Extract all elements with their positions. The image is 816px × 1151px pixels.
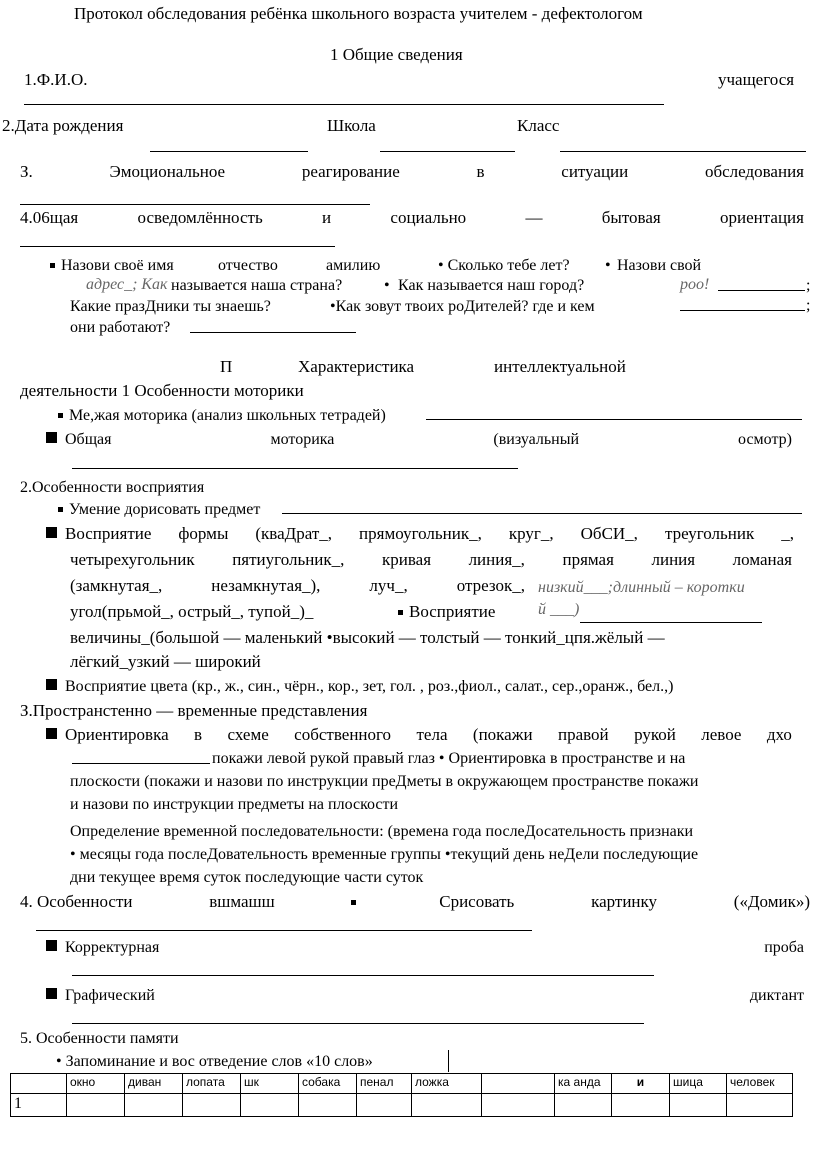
space-line-3: плоскости (покажи и назови по инструкции преДметы в окружающем пространстве покажи (70, 773, 699, 790)
question-parents: •Как зовут твоих роДителей? где и кем (330, 298, 595, 315)
bullet-icon (58, 413, 63, 418)
table-row (11, 1094, 793, 1117)
answer-cell[interactable] (670, 1094, 727, 1117)
bullet-icon (50, 263, 55, 268)
section2-heading-line2: деятельности 1 Особенности моторики (20, 381, 304, 400)
form-line-2: четырехугольник пятиугольник_, кривая линия_, прямая линия ломаная (70, 550, 792, 569)
bullet-icon (46, 527, 57, 538)
word-cell: шк (241, 1074, 299, 1094)
color-perception-item: Восприятие цвета (кр., ж., син., чёрн., кор., зет, гол. , роз.,фиол., салат., сер.,оранж., бел.,) (46, 677, 673, 697)
question-work: они работают? (70, 319, 171, 336)
question-address-bullet: • (605, 257, 611, 274)
answer-cell[interactable] (555, 1094, 612, 1117)
semicolon-2: ; (806, 297, 811, 314)
form-line-3: (замкнутая_, незамкнутая_), луч_, отрезок_, (70, 576, 525, 595)
word-cell: человек (727, 1074, 793, 1094)
memory-title: 5. Особенности памяти (20, 1030, 179, 1047)
drawing-fill-line[interactable] (36, 930, 532, 931)
form-line-4: угол(прьмой_, острый_, тупой_)_ (70, 602, 314, 621)
proof-fill-line[interactable] (72, 975, 654, 976)
dictation-fill-line[interactable] (72, 1023, 644, 1024)
answer-cell[interactable] (357, 1094, 412, 1117)
question-city-bullet: • (384, 277, 390, 294)
semicolon-1: ; (806, 277, 811, 294)
work-fill-line[interactable] (190, 332, 356, 333)
bullet-icon (398, 610, 403, 615)
gross-motor-fill-line[interactable] (72, 468, 518, 469)
answer-cell[interactable] (299, 1094, 357, 1117)
document-title: Протокол обследования ребёнка школьного возраста учителем - дефектологом (74, 4, 643, 23)
answer-cell[interactable] (612, 1094, 670, 1117)
bullet-icon (46, 940, 57, 951)
answer-cell[interactable] (727, 1094, 793, 1117)
gross-motor-item: Общая моторика (визуальный осмотр) (46, 430, 792, 450)
awareness-fill-line[interactable] (20, 246, 335, 247)
faded-size-text-2: й ___) (538, 601, 580, 618)
fine-motor-fill-line[interactable] (426, 419, 802, 420)
space-fill-line[interactable] (72, 763, 210, 764)
class-label: Класс (517, 116, 560, 135)
table-cell-empty (11, 1074, 67, 1094)
section2-heading-word1: Характеристика (298, 357, 415, 376)
parents-fill-line[interactable] (680, 310, 805, 311)
section2-roman: П (220, 357, 233, 376)
question-age: • Сколько тебе лет? (438, 257, 570, 274)
student-label: учащегося (718, 70, 795, 89)
word-cell: шица (670, 1074, 727, 1094)
space-line-4: и назови по инструкции предметы на плоскости (70, 796, 399, 813)
section2-heading-word2: интеллектуальной (494, 357, 626, 376)
question-surname: амилию (326, 257, 381, 274)
word-cell: ложка (412, 1074, 482, 1094)
bullet-icon (351, 900, 356, 905)
fine-motor-item: Ме,жая моторика (анализ школьных тетрадей) (58, 406, 386, 426)
form-line-5: величины_(большой — маленький •высокий — толстый — тонкий_цпя.жёлый — (70, 628, 665, 647)
word-cell: пенал (357, 1074, 412, 1094)
faded-size-text: низкий___;длинный – коротки (538, 579, 745, 596)
space-title: З.Пространстенно — временные представления (20, 701, 368, 720)
space-line-7: дни текущее время суток последующие части суток (70, 869, 424, 886)
space-line-5: Определение временной последовательности: (времена года послеДосательность признаки (70, 823, 694, 840)
address-fill-line[interactable] (718, 290, 805, 291)
answer-cell[interactable] (482, 1094, 555, 1117)
question-holidays: Какие празДники ты знаешь? (70, 298, 271, 315)
perception-title: 2.Особенности восприятия (20, 479, 205, 496)
answer-cell[interactable] (67, 1094, 125, 1117)
question-city: Как называется наш город? (398, 277, 585, 294)
birth-fill-line[interactable] (150, 151, 308, 152)
table-cell-empty (482, 1074, 555, 1094)
word-cell: диван (125, 1074, 183, 1094)
emotional-line: З. Эмоциональное реагирование в ситуации обследования (20, 162, 804, 181)
space-line-6: • месяцы года послеДовательность временные группы •текущий день неДели последующие (70, 846, 699, 863)
question-country: называется наша страна? (171, 277, 343, 294)
space-line-2: покажи левой рукой правый глаз • Ориентировка в пространстве и на (212, 750, 686, 767)
draw-item: Умение дорисовать предмет (58, 500, 260, 520)
size-perception-label: Восприятие (398, 602, 495, 622)
birth-label: 2.Дата рождения (2, 116, 124, 135)
fio-fill-line[interactable] (24, 104, 664, 105)
fio-label: 1.Ф.И.О. (24, 70, 88, 89)
school-label: Школа (327, 116, 376, 135)
bullet-icon (46, 432, 57, 443)
word-cell: и (612, 1074, 670, 1094)
row-number: 1 (11, 1094, 67, 1117)
form-line-1: Восприятие формы (кваДрат_, прямоугольник_, круг_, ОбСИ_, треугольник _, (46, 524, 794, 544)
awareness-line: 4.06щая осведомлённость и социально — бытовая ориентация (20, 208, 804, 227)
word-cell: ка анда (555, 1074, 612, 1094)
proof-test-item: Корректурная проба (46, 938, 804, 958)
bullet-icon (46, 728, 57, 739)
bullet-icon (58, 507, 63, 512)
school-fill-line[interactable] (380, 151, 515, 152)
words-header-row (11, 1074, 793, 1094)
question-patronymic: отчество (218, 257, 278, 274)
faded-right-text: роо! (680, 276, 710, 293)
word-cell: окно (67, 1074, 125, 1094)
word-cell: собака (299, 1074, 357, 1094)
answer-cell[interactable] (412, 1094, 482, 1117)
section-general-title: 1 Общие сведения (330, 45, 463, 64)
question-name: Назови своё имя (50, 256, 174, 276)
word-cell: лопата (183, 1074, 241, 1094)
dictation-item: Графический диктант (46, 986, 804, 1006)
class-fill-line[interactable] (560, 151, 806, 152)
answer-cell[interactable] (183, 1094, 241, 1117)
size-fill-line[interactable] (580, 622, 762, 623)
faded-address-text: адрес_; Как (86, 276, 168, 293)
answer-cell[interactable] (241, 1094, 299, 1117)
memory-task-divider (448, 1050, 449, 1072)
words-table (10, 1073, 793, 1117)
question-address: Назови свой (617, 257, 702, 274)
answer-cell[interactable] (125, 1094, 183, 1117)
form-line-6: лёгкий_узкий — широкий (70, 652, 261, 671)
bullet-icon (46, 679, 57, 690)
emotional-fill-line[interactable] (20, 204, 370, 205)
bullet-icon (46, 988, 57, 999)
memory-task: • Запоминание и вос отведение слов «10 слов» (56, 1053, 373, 1070)
draw-fill-line[interactable] (282, 513, 802, 514)
space-line-1: Ориентировка в схеме собственного тела (покажи правой рукой левое дхо (46, 725, 792, 745)
attention-heading: 4. Особенности вшмашш Срисовать картинку («Домик») (20, 892, 810, 911)
